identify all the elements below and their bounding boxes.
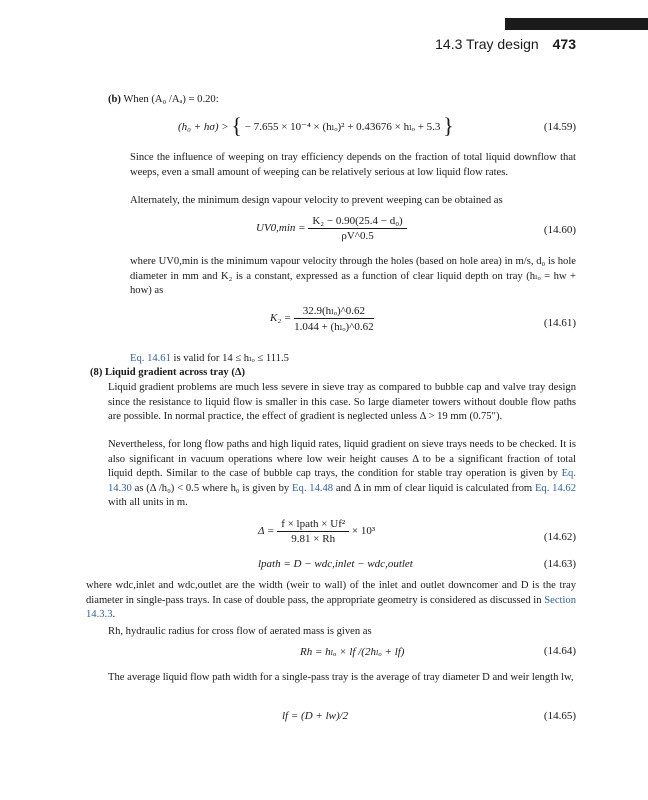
eq-number-14-59: (14.59) [543,121,576,133]
para6-text-a: where wdc,inlet and wdc,outlet are the width (weir to wall) of the inlet and outlet downcomer and D is the tray diameter in single-pass trays. In case of double pass, the appropriate geometry is considered as discussed in [86,580,576,606]
equation-14-63 [258,558,413,570]
paragraph-hydraulic-radius: Rh, hydraulic radius for cross flow of aerated mass is given as [108,626,372,637]
equation-14-64 [300,645,404,658]
eq60-fraction [308,215,406,242]
item-b-text: When (A₀ /Aₐ) = 0.20: [123,94,219,105]
paragraph-liquid-gradient: Liquid gradient problems are much less severe in sieve tray as compared to bubble cap and valve tray design since the resistance to liquid flow is smaller in this case. So large diameter towers without double flow paths are possible. In normal practice, the effect of gradient is neglected unless Δ > 19 mm (0.75″). [108,382,576,423]
paragraph-nevertheless [108,438,576,511]
equation-14-61 [270,304,374,333]
item-b-label: (b) [108,94,121,105]
brace-open: { [231,113,242,138]
eq61-denominator: 1.044 + (hₗₒ)^0.62 [294,321,374,333]
eq-number-14-62: (14.62) [543,531,576,543]
link-section-14-3-3[interactable]: Section 14.3.3 [86,594,576,621]
running-head [435,36,576,52]
link-eq-14-48[interactable]: Eq. 14.48 [292,482,334,494]
link-eq-14-61[interactable]: Eq. 14.61 [130,353,171,364]
eq-number-14-60: (14.60) [543,224,576,236]
eq65-text: lf = (D + lw)/2 [282,710,349,722]
validity-line [130,352,289,367]
eq61-lhs: K₂ = [270,312,292,325]
eq62-denominator: 9.81 × Rh [291,533,336,545]
item-8-title: Liquid gradient across tray (Δ) [105,367,246,378]
eq62-fraction [277,518,349,545]
eq-number-14-63: (14.63) [543,558,576,570]
eq64-text: Rh = hₗₒ × lf /(2hₗₒ + lf) [300,646,405,658]
para5-text-c: and Δ in mm of clear liquid is calculated from [333,482,535,494]
link-eq-14-30[interactable]: Eq. 14.30 [108,468,576,494]
para6-text-b: . [112,609,116,621]
header-bar [505,18,648,30]
eq62-numerator: f × lpath × Uf² [277,518,349,532]
equation-14-60 [256,215,407,242]
eq59-lhs: (h₀ + hσ) > [178,121,229,133]
eq-number-14-65: (14.65) [543,710,576,722]
eq59-body: − 7.655 × 10⁻⁴ × (hₗₒ)² + 0.43676 × hₗₒ + 5.3 [244,121,441,133]
paragraph-where-wdc [86,579,576,623]
eq61-fraction [294,304,374,333]
eq60-denominator: ρV^0.5 [341,230,374,242]
eq-number-14-61: (14.61) [543,317,576,329]
brace-close: } [443,113,454,138]
eq60-lhs: UV0,min = [256,222,306,235]
eq63-text: lpath = D − wdc,inlet − wdc,outlet [258,558,413,570]
item-b [108,93,219,108]
validity-text: is valid for 14 ≤ hₗₒ ≤ 111.5 [170,353,289,364]
paragraph-weeping: Since the influence of weeping on tray efficiency depends on the fraction of total liquid downflow that weeps, even a small amount of weeping can be relatively serious at low liquid flow rates. [130,152,576,178]
section-title: 14.3 Tray design [435,36,539,52]
eq61-numerator: 32.9(hₗₒ)^0.62 [294,304,374,319]
eq60-numerator: K₂ − 0.90(25.4 − d₀) [308,215,406,229]
paragraph-alternately: Alternately, the minimum design vapour velocity to prevent weeping can be obtained as [130,195,503,206]
item-8-label: (8) [90,367,103,378]
eq62-lhs: Δ = [258,525,275,538]
equation-14-62 [258,518,375,545]
para5-text-a: Nevertheless, for long flow paths and high liquid rates, liquid gradient on sieve trays needs to be checked. It is also significant in vacuum operations where low weir height causes Δ to be a significant fraction of total liquid depth. Similar to the case of bubble cap trays, the condition for stable tray operation is given by [108,439,576,480]
para5-text-d: with all units in m. [108,497,188,509]
link-eq-14-62[interactable]: Eq. 14.62 [534,482,576,494]
equation-14-59 [178,113,454,139]
eq62-tail: × 10³ [351,525,376,538]
item-8-heading [90,366,245,381]
paragraph-average-width: The average liquid flow path width for a single-pass tray is the average of tray diameter D and weir length lw, [108,672,574,683]
paragraph-where-uv0: where UV0,min is the minimum vapour velocity through the holes (based on hole area) in m/s, d₀ is hole diameter in mm and K₂ is a constant, expressed as a function of clear liquid depth on tray (hₗₒ = hw + how) as [130,256,576,297]
equation-14-65 [282,710,348,722]
eq-number-14-64: (14.64) [543,645,576,657]
page-number: 473 [552,36,576,52]
para5-text-b: as (Δ /h₀) < 0.5 where h₀ is given by [131,482,293,494]
